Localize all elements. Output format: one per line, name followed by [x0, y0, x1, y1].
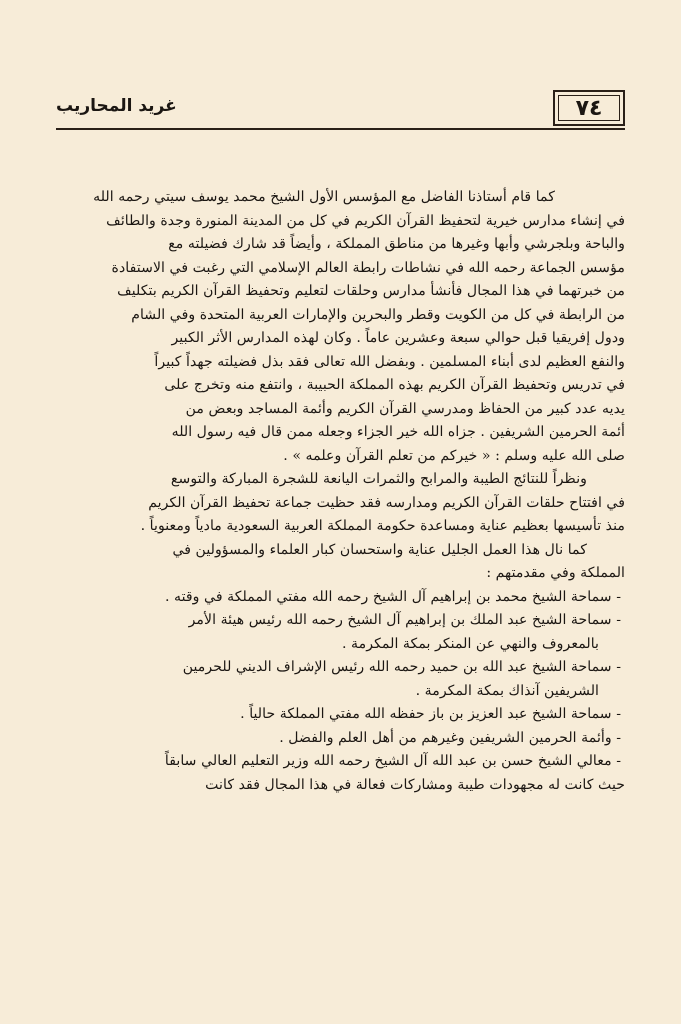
page-number-box	[553, 90, 625, 126]
list-item: - معالي الشيخ حسن بن عبد الله آل الشيخ رحمه الله وزير التعليم العالي سابقاً	[164, 753, 621, 769]
header-rule	[56, 128, 625, 130]
text-line: حيث كانت له مجهودات طيبة ومشاركات فعالة في هذا المجال فقد كانت	[205, 776, 625, 793]
text-line: في إنشاء مدارس خيرية لتحفيظ القرآن الكريم في كل من المدينة المنورة وجدة والطائف	[106, 212, 625, 229]
text-line: ودول إفريقيا قبل حوالي سبعة وعشرين عاماً . وكان لهذه المدارس الأثر الكبير	[171, 330, 625, 346]
list-item: - سماحة الشيخ عبد العزيز بن باز حفظه الله مفتي المملكة حالياً .	[240, 706, 621, 722]
text-line: منذ تأسيسها بعظيم عناية ومساعدة حكومة المملكة العربية السعودية مادياً ومعنوياً .	[140, 518, 625, 534]
list-item: - سماحة الشيخ عبد الله بن حميد رحمه الله رئيس الإشراف الديني للحرمين	[182, 659, 621, 675]
text-line: صلى الله عليه وسلم : « خيركم من تعلم القرآن وعلمه » .	[283, 447, 625, 464]
body-text	[58, 186, 625, 797]
text-line: والباحة وبلجرشي وأبها وغيرها من مناطق المملكة ، وأيضاً قد شارك فضيلته مع	[168, 236, 625, 252]
list-item-continuation: الشريفين آنذاك بمكة المكرمة .	[415, 682, 599, 699]
text-line: في افتتاح حلقات القرآن الكريم ومدارسه فقد حظيت جماعة تحفيظ القرآن الكريم	[148, 494, 625, 511]
list-item: - وأئمة الحرمين الشريفين وغيرهم من أهل العلم والفضل .	[279, 729, 621, 746]
text-line: من خبرتهما في هذا المجال فأنشأ مدارس وحلقات لتعليم وتحفيظ القرآن الكريم بتكليف	[117, 283, 625, 299]
text-line: من الرابطة في كل من الكويت وقطر والبحرين والإمارات العربية المتحدة وفي الشام	[131, 306, 625, 323]
text-line: مؤسس الجماعة رحمه الله في نشاطات رابطة العالم الإسلامي التي رغبت في الاستفادة	[111, 259, 625, 276]
text-line: أئمة الحرمين الشريفين . جزاه الله خير الجزاء وجعله ممن قال فيه رسول الله	[171, 424, 625, 440]
text-line: ونظراً للنتائج الطيبة والمرابح والثمرات اليانعة للشجرة المباركة والتوسع	[170, 471, 587, 487]
list-item-continuation: بالمعروف والنهي عن المنكر بمكة المكرمة .	[342, 635, 599, 652]
list-item: - سماحة الشيخ عبد الملك بن إبراهيم آل الشيخ رحمه الله رئيس هيئة الأمر	[188, 612, 621, 628]
list-item: - سماحة الشيخ محمد بن إبراهيم آل الشيخ رحمه الله مفتي المملكة في وقته .	[164, 588, 621, 605]
running-title: غريد المحاريب	[56, 96, 177, 116]
text-line: كما نال هذا العمل الجليل عناية واستحسان كبار العلماء والمسؤولين في	[172, 541, 587, 558]
text-line: المملكة وفي مقدمتهم :	[486, 565, 625, 581]
text-line: في تدريس وتحفيظ القرآن الكريم بهذه المملكة الحبيبة ، وانتفع منه وتخرج على	[164, 377, 625, 393]
text-line: والنفع العظيم لدى أبناء المسلمين . وبفضل الله تعالى فقد بذل فضيلته جهداً كبيراً	[154, 353, 625, 370]
text-line: كما قام أستاذنا الفاضل مع المؤسس الأول الشيخ محمد يوسف سيتي رحمه الله	[93, 189, 555, 205]
page-header	[56, 86, 625, 130]
text-line: يديه عدد كبير من الحفاظ ومدرسي القرآن الكريم وأئمة المساجد وبعض من	[185, 400, 625, 417]
page-number: ٧٤	[575, 95, 603, 121]
